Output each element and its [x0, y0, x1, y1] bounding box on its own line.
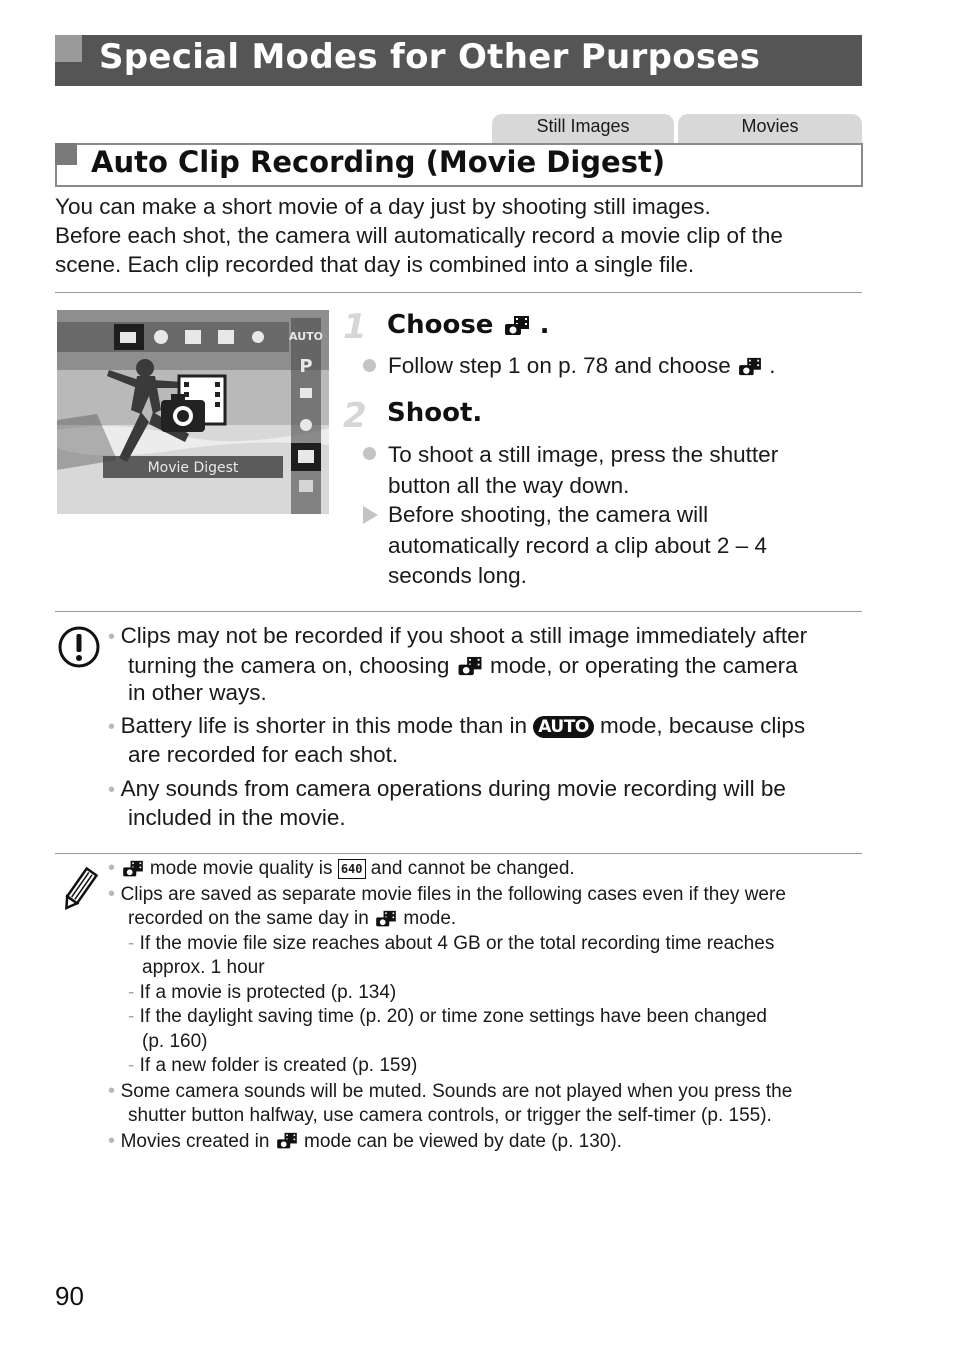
bullet-dot-icon: •: [108, 778, 121, 801]
note-subitem: If the daylight saving time (p. 20) or time zone settings have been changed: [139, 1006, 767, 1027]
bullet-dot-icon: •: [108, 857, 121, 879]
camera-screen-image: [57, 310, 329, 514]
caution-item: included in the movie.: [128, 805, 346, 830]
note-item: shutter button halfway, use camera controls, or trigger the self-timer (p. 155).: [128, 1105, 772, 1126]
movie-digest-icon: [456, 656, 484, 677]
bullet-dot-icon: •: [108, 1079, 121, 1102]
bullet-dot-icon: •: [108, 1129, 121, 1152]
tab-still-images[interactable]: Still Images: [492, 114, 674, 143]
note-subitem: If a new folder is created (p. 159): [139, 1055, 418, 1076]
step-number: 1: [343, 307, 367, 347]
camera-screen-illustration: [57, 310, 329, 514]
note-item: mode.: [403, 908, 457, 929]
page-number: 90: [55, 1281, 84, 1311]
mode-name-label: Movie Digest: [147, 460, 239, 476]
intro-line: You can make a short movie of a day just by shooting still images.: [55, 194, 711, 219]
result-arrow-icon: [363, 506, 378, 524]
step-title-end: .: [539, 310, 550, 340]
note-item: mode can be viewed by date (p. 130).: [304, 1130, 622, 1152]
intro-paragraph: [55, 192, 855, 279]
step-bullet-end: .: [769, 353, 776, 378]
step-title: [387, 310, 549, 340]
step-number: 2: [343, 396, 367, 436]
intro-line: Before each shot, the camera will automatically record a movie clip of the: [55, 223, 783, 248]
step-result: [388, 500, 767, 592]
step-bullet-line: To shoot a still image, press the shutter: [388, 442, 779, 467]
divider: [55, 853, 862, 854]
note-subitem: (p. 160): [142, 1030, 208, 1052]
sub-bullet-dash: -: [128, 1055, 140, 1076]
side-p-label: P: [299, 356, 313, 377]
bullet-dot-icon: •: [108, 626, 121, 648]
auto-mode-icon: AUTO: [533, 716, 594, 738]
pencil-note-icon: [58, 866, 100, 914]
note-item: Clips are saved as separate movie files in the following cases even if they were: [120, 883, 786, 905]
caution-item: are recorded for each shot.: [128, 742, 399, 767]
divider: [55, 292, 862, 293]
step-result-line: automatically record a clip about 2 – 4: [388, 532, 767, 558]
step-bullet: [388, 440, 778, 501]
bullet-dot-icon: •: [108, 882, 121, 905]
note-subitem: If the movie file size reaches about 4 GB or the total recording time reaches: [139, 932, 775, 954]
note-subitem: If a movie is protected (p. 134): [139, 981, 397, 1003]
note-item: mode movie quality is: [149, 858, 333, 879]
movie-digest-icon: [737, 357, 763, 377]
sub-bullet-dash: -: [128, 981, 140, 1003]
note-item: Movies created in: [120, 1130, 270, 1152]
bullet-circle-icon: [363, 359, 376, 372]
movie-digest-icon: [374, 910, 398, 928]
section-title-marker: [55, 143, 77, 165]
step-bullet: [388, 351, 776, 382]
step-title-text: Choose: [387, 310, 494, 340]
note-item: Some camera sounds will be muted. Sounds are not played when you press the: [120, 1080, 793, 1102]
section-title: Auto Clip Recording (Movie Digest): [91, 145, 666, 179]
caution-list: [108, 622, 807, 832]
movie-digest-icon: [275, 1132, 299, 1150]
side-auto-label: AUTO: [289, 330, 323, 343]
note-item: and cannot be changed.: [370, 858, 575, 879]
tab-movies[interactable]: Movies: [678, 114, 862, 143]
bullet-circle-icon: [363, 447, 376, 460]
step-bullet-text: Follow step 1 on p. 78 and choose: [388, 353, 731, 378]
chapter-title: Special Modes for Other Purposes: [99, 37, 761, 77]
sub-bullet-dash: -: [128, 1006, 140, 1027]
movie-digest-icon: [121, 860, 145, 878]
intro-line: scene. Each clip recorded that day is combined into a single file.: [55, 252, 695, 277]
step-result-line: Before shooting, the camera will: [388, 502, 709, 527]
caution-item: in other ways.: [128, 680, 267, 705]
step-bullet-line: button all the way down.: [388, 472, 630, 498]
caution-item: Battery life is shorter in this mode than in: [120, 712, 528, 738]
movie-quality-icon: 640: [338, 859, 366, 879]
note-item: recorded on the same day in: [128, 908, 369, 929]
bullet-dot-icon: •: [108, 715, 121, 738]
chapter-title-marker: [55, 35, 82, 62]
caution-item: Clips may not be recorded if you shoot a still image immediately after: [120, 623, 808, 648]
movie-digest-icon: [503, 315, 531, 337]
step-result-line: seconds long.: [388, 563, 527, 588]
divider: [55, 611, 862, 612]
caution-item: Any sounds from camera operations during movie recording will be: [120, 775, 786, 801]
note-subitem: approx. 1 hour: [142, 957, 265, 978]
caution-icon: [57, 624, 101, 670]
notes-list: [108, 856, 792, 1154]
sub-bullet-dash: -: [128, 932, 140, 954]
caution-item: mode, because clips: [600, 712, 806, 738]
caution-item: mode, or operating the camera: [489, 652, 798, 678]
step-title: Shoot.: [387, 398, 483, 428]
caution-item: turning the camera on, choosing: [128, 652, 450, 678]
